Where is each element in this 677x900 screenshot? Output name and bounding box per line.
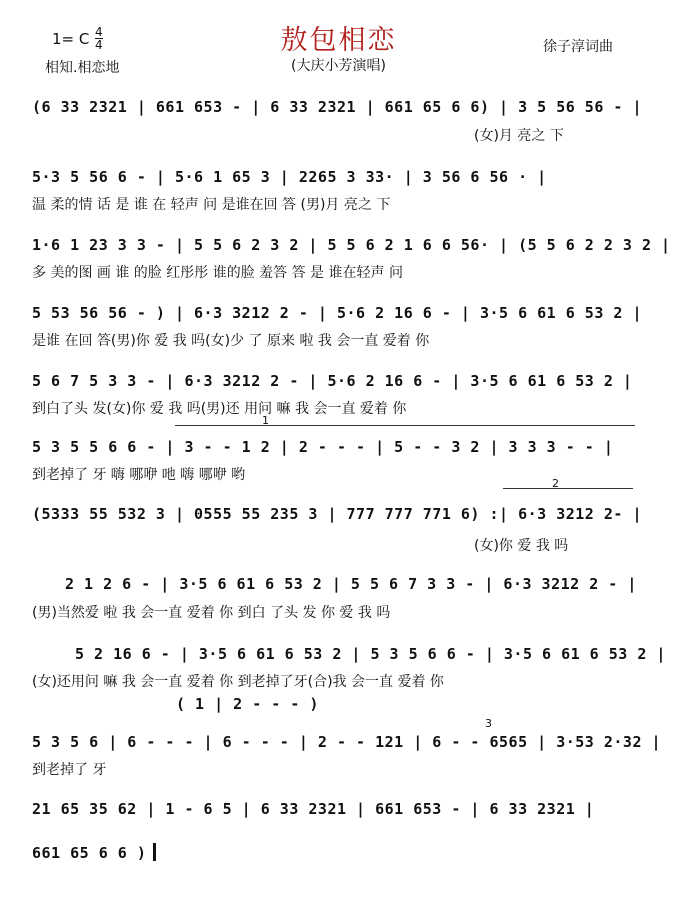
notation-line-11: 21 65 35 62 | 1 - 6 5 | 6 33 2321 | 661 653 - | 6 33 2321 | [32,800,595,818]
key-signature: 1= C [52,30,90,48]
lyric-line-7: (女)你 爱 我 吗 [474,538,569,554]
notation-line-5: 5 6 7 5 3 3 - | 6·3 3212 2 - | 5·6 2 16 6 - | 3·5 6 61 6 53 2 | [32,372,633,390]
notation-line-6: 5 3 5 5 6 6 - | 3 - - 1 2 | 2 - - - | 5 - - 3 2 | 3 3 3 - - | [32,438,614,456]
notation-line-3: 1·6 1 23 3 3 - | 5 5 6 2 3 2 | 5 5 6 2 1 6 6 56· | (5 5 6 2 2 3 2 | [32,236,671,254]
notation-line-8: 2 1 2 6 - | 3·5 6 61 6 53 2 | 5 5 6 7 3 3 - | 6·3 3212 2 - | [65,575,637,593]
notation-line-7: (5333 55 532 3 | 0555 55 235 3 | 777 777 771 6) :| 6·3 3212 2- | [32,505,642,523]
composer-credit: 徐子淳词曲 [543,39,613,55]
meter-bottom: 4 [95,38,103,52]
volta-line-1 [175,425,635,426]
volta-mark-1: 1 [262,414,269,427]
lyric-line-4: 是谁 在回 答(男)你 爱 我 吗(女)少 了 原来 啦 我 会一直 爱着 你 [32,333,430,349]
lyric-line-6: 到老掉了 牙 嗨 哪咿 吔 嗨 哪咿 哟 [32,467,246,483]
notation-line-1: (6 33 2321 | 661 653 - | 6 33 2321 | 661 65 6 6) | 3 5 56 56 - | [32,98,642,116]
lyric-line-10: 到老掉了 牙 [32,762,107,778]
lyric-line-3: 多 美的图 画 谁 的脸 红彤彤 谁的脸 羞答 答 是 谁在轻声 问 [32,265,403,281]
notation-line-2: 5·3 5 56 6 - | 5·6 1 65 3 | 2265 3 33· | 3 56 6 56 · | [32,168,547,186]
song-title: 敖包相恋 [280,25,397,56]
lyric-line-5: 到白了头 发(女)你 爱 我 吗(男)还 用问 嘛 我 会一直 爱着 你 [32,401,407,417]
lyric-line-1: (女)月 亮之 下 [474,128,564,144]
final-barline [153,843,156,861]
notation-alt-measure: ( 1 | 2 - - - ) [176,695,319,713]
time-signature [95,26,103,51]
volta-mark-2: 2 [552,477,559,490]
lyric-line-8: (男)当然爱 啦 我 会一直 爱着 你 到白 了头 发 你 爱 我 吗 [32,605,391,621]
notation-line-12: 661 65 6 6 ) [32,844,147,862]
volta-line-2 [503,488,633,489]
lyric-line-2: 温 柔的情 话 是 谁 在 轻声 问 是谁在回 答 (男)月 亮之 下 [32,197,391,213]
meter-top: 4 [95,25,103,39]
notation-line-10: 5 3 5 6 | 6 - - - | 6 - - - | 2 - - 121 | 6 - - 6565 | 3·53 2·32 | [32,733,662,751]
notation-line-4: 5 53 56 56 - ) | 6·3 3212 2 - | 5·6 2 16 6 - | 3·5 6 61 6 53 2 | [32,304,642,322]
performer-subtitle: (大庆小芳演唱) [291,58,386,74]
alternate-title: 相知.相恋地 [45,60,120,76]
triplet-mark: 3 [485,717,492,730]
notation-line-9: 5 2 16 6 - | 3·5 6 61 6 53 2 | 5 3 5 6 6 - | 3·5 6 61 6 53 2 | [75,645,666,663]
lyric-line-9: (女)还用问 嘛 我 会一直 爱着 你 到老掉了牙(合)我 会一直 爱着 你 [32,674,444,690]
